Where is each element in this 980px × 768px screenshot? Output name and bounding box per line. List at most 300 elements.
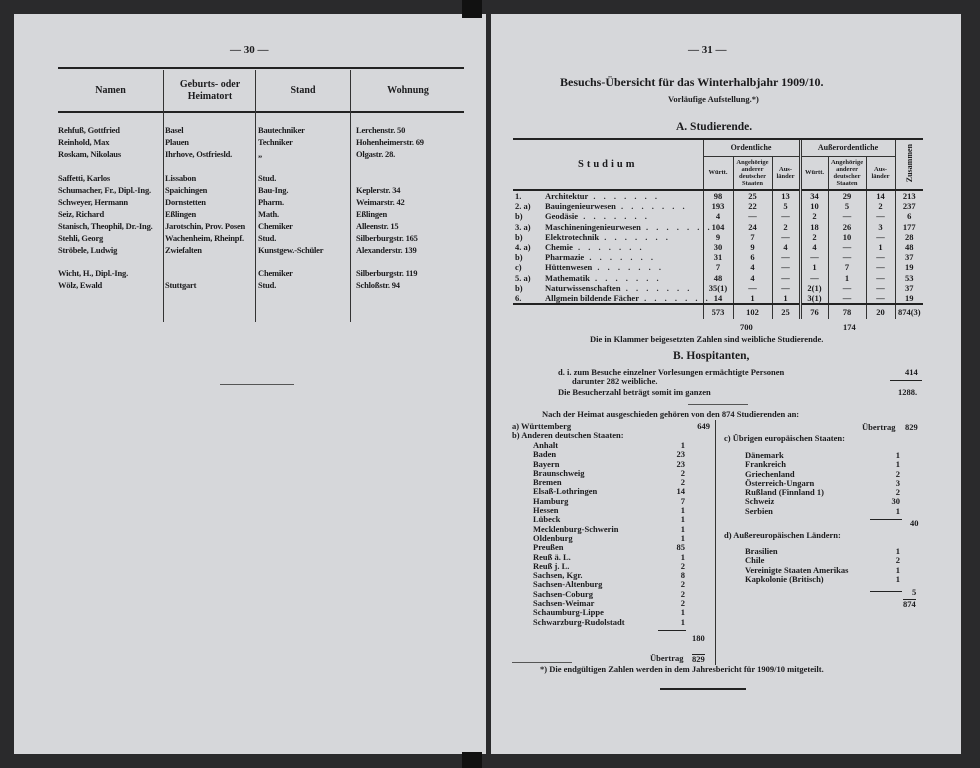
- birthplace: Lissabon: [165, 173, 197, 183]
- cell-value: —: [866, 211, 895, 221]
- sub-auslaender: Aus-länder: [772, 156, 800, 190]
- country-name: Schweiz: [745, 496, 775, 507]
- leader-dots: . . . . . . .: [589, 272, 662, 283]
- occupation: „: [258, 149, 263, 159]
- sum-rule: [890, 380, 922, 381]
- sub-wuertt: Württ.: [703, 156, 733, 190]
- cell-value: 5: [772, 201, 800, 211]
- cell-value: 53: [895, 273, 923, 283]
- country-name: Sachsen, Kgr.: [533, 570, 583, 581]
- cell-value: —: [866, 232, 895, 242]
- section-a-heading: A. Studierende.: [676, 121, 753, 133]
- total-value: 573: [703, 304, 733, 319]
- leader-dots: . . . . . . .: [615, 201, 688, 212]
- country-count: 2: [680, 579, 685, 590]
- col-divider: [255, 70, 256, 322]
- statistics-table: [513, 140, 923, 319]
- country-count: 8: [680, 570, 685, 581]
- cell-value: 4: [703, 211, 733, 221]
- address: Weimarstr. 42: [356, 197, 405, 207]
- person-name: Seiz, Richard: [58, 209, 105, 219]
- cell-value: —: [800, 252, 828, 262]
- table-row: [513, 252, 923, 262]
- cell-value: —: [772, 262, 800, 272]
- subject: Hüttenwesen: [545, 262, 593, 273]
- cell-value: 4: [772, 242, 800, 252]
- person-name: Schumacher, Fr., Dipl.-Ing.: [58, 185, 151, 195]
- subject: Chemie: [545, 242, 573, 253]
- header-rule: [58, 111, 464, 113]
- header-stand: Stand: [290, 85, 316, 96]
- country-count: 2: [680, 560, 685, 571]
- address: Alexanderstr. 139: [356, 245, 417, 255]
- subject: Pharmazie: [545, 252, 585, 263]
- country-count: 23: [676, 449, 685, 460]
- cell-value: 6: [733, 252, 772, 262]
- cell-value: —: [866, 262, 895, 272]
- cell-value: 26: [828, 222, 866, 232]
- cell-value: 4: [800, 242, 828, 252]
- andere-title: b) Anderen deutschen Staaten:: [512, 430, 624, 440]
- header-ordentliche: Ordentliche: [703, 140, 800, 156]
- occupation: Techniker: [258, 137, 293, 147]
- occupation: Stud.: [258, 233, 277, 243]
- hospitanten-line: d. i. zum Besuche einzelner Vorlesungen ermächtigte Personen: [558, 367, 785, 377]
- subject: Architektur: [545, 191, 589, 201]
- row-number: 2. a): [515, 201, 531, 212]
- cell-value: —: [828, 252, 866, 262]
- country-count: 1: [680, 607, 685, 618]
- cell-value: 1: [733, 293, 772, 304]
- country-name: Braunschweig: [533, 467, 585, 478]
- person-name: Rehfuß, Gottfried: [58, 125, 120, 135]
- country-count: 2: [895, 555, 900, 566]
- ordentliche-total: 700: [740, 322, 753, 332]
- address: Hohenheimerstr. 69: [356, 137, 424, 147]
- occupation: Chemiker: [258, 268, 293, 278]
- country-count: 3: [895, 477, 900, 488]
- header-heimatort: Geburts- oder Heimatort: [179, 79, 241, 102]
- country-count: 1: [895, 546, 900, 556]
- row-number: 1.: [515, 191, 522, 201]
- country-name: Dänemark: [745, 450, 784, 460]
- report-title: Besuchs-Übersicht für das Winterhalbjahr 1909/10.: [560, 75, 824, 89]
- occupation: Math.: [258, 209, 279, 219]
- top-rule: [58, 67, 464, 69]
- cell-value: 25: [733, 190, 772, 201]
- address: Olgastr. 28.: [356, 149, 396, 159]
- section-b-heading: B. Hospitanten,: [673, 350, 750, 362]
- cell-value: 1: [772, 293, 800, 304]
- country-name: Hamburg: [533, 495, 569, 506]
- country-name: Österreich-Ungarn: [745, 477, 815, 488]
- header-namen: Namen: [95, 85, 126, 96]
- leader-dots: . . . . . . .: [592, 262, 664, 273]
- country-count: 85: [676, 542, 685, 553]
- cell-value: 29: [828, 190, 866, 201]
- country-name: Anhalt: [533, 440, 559, 450]
- totals-spacer: [513, 304, 703, 319]
- table-row: [513, 211, 923, 221]
- binding-bottom: [462, 752, 482, 768]
- table-row: [513, 201, 923, 211]
- country-count: 1: [680, 514, 685, 525]
- uebertrag-value: 829: [692, 654, 705, 664]
- total-value: 76: [800, 304, 828, 319]
- country-count: 2: [680, 467, 685, 478]
- country-name: Elsaß-Lothringen: [533, 486, 598, 497]
- country-name: Reuß j. L.: [533, 560, 570, 571]
- page-number-left: — 30 —: [230, 44, 269, 56]
- birthplace: Basel: [165, 125, 184, 135]
- grand-total: 874: [903, 599, 916, 609]
- cell-value: 48: [703, 273, 733, 283]
- cell-value: 4: [733, 262, 772, 272]
- sub-auslaender: Aus-länder: [866, 156, 895, 190]
- binding-top: [462, 0, 482, 18]
- cell-value: 31: [703, 252, 733, 262]
- page-number-right: — 31 —: [688, 44, 727, 56]
- totals-row: [513, 304, 923, 319]
- occupation: Chemiker: [258, 221, 293, 231]
- leader-dots: . . . . . . .: [588, 191, 661, 201]
- cell-value: 237: [895, 201, 923, 211]
- subject: Maschineningenieurwesen: [545, 221, 641, 232]
- cell-value: 35(1): [703, 283, 733, 293]
- cell-value: 37: [895, 252, 923, 262]
- person-name: Wölz, Ewald: [58, 280, 103, 290]
- row-number: b): [515, 252, 523, 263]
- col-divider: [163, 70, 164, 322]
- country-count: 30: [891, 496, 900, 507]
- cell-value: 30: [703, 242, 733, 252]
- cell-value: —: [772, 232, 800, 242]
- occupation: Kunstgew.-Schüler: [258, 245, 324, 255]
- country-count: 1: [680, 616, 685, 627]
- cell-value: 2(1): [800, 283, 828, 293]
- value: 649: [697, 421, 710, 431]
- country-name: Reuß ä. L.: [533, 551, 571, 562]
- person-name: Roskam, Nikolaus: [58, 149, 121, 159]
- person-name: Reinhold, Max: [58, 137, 110, 147]
- person-name: Wicht, H., Dipl.-Ing.: [58, 268, 129, 278]
- person-name: Saffetti, Karlos: [58, 173, 111, 183]
- cell-value: 213: [895, 190, 923, 201]
- country-row: [745, 575, 900, 584]
- occupation: Bautechniker: [258, 125, 305, 135]
- total-value: 25: [772, 304, 800, 319]
- cell-value: —: [733, 211, 772, 221]
- cell-value: 14: [866, 190, 895, 201]
- subject: Mathematik: [545, 272, 590, 283]
- cell-value: 18: [800, 222, 828, 232]
- row-number: 4. a): [515, 242, 531, 253]
- cell-value: 98: [703, 190, 733, 201]
- country-count: 1: [680, 523, 685, 534]
- country-name: Frankreich: [745, 459, 786, 470]
- divider: [688, 404, 748, 405]
- cell-value: 14: [703, 293, 733, 304]
- leader-dots: . . . . . . .: [640, 221, 713, 232]
- cell-value: 7: [703, 262, 733, 272]
- country-count: 1: [680, 532, 685, 543]
- header-ausserordentliche: Außerordentliche: [800, 140, 895, 156]
- cell-value: 3: [866, 222, 895, 232]
- country-count: 2: [680, 588, 685, 599]
- header-zusammen-cell: [895, 140, 923, 190]
- country-count: 1: [895, 505, 900, 516]
- person-name: Stehli, Georg: [58, 233, 104, 243]
- leader-dots: . . . . . . .: [572, 242, 645, 253]
- cell-value: —: [772, 273, 800, 283]
- cell-value: 1: [828, 273, 866, 283]
- cell-value: 22: [733, 201, 772, 211]
- occupation: Pharm.: [258, 197, 284, 207]
- country-name: Serbien: [745, 505, 773, 516]
- cell-value: 104: [703, 222, 733, 232]
- total-value: 78: [828, 304, 866, 319]
- cell-value: 2: [772, 222, 800, 232]
- cell-value: 2: [800, 232, 828, 242]
- cell-value: 193: [703, 201, 733, 211]
- country-name: Schaumburg-Lippe: [533, 607, 604, 618]
- address: Keplerstr. 34: [356, 185, 401, 195]
- subject: Elektrotechnik: [545, 231, 600, 242]
- country-count: 1: [895, 573, 900, 584]
- country-name: Lübeck: [533, 514, 561, 525]
- table-row: [513, 190, 923, 201]
- table-row: [513, 262, 923, 272]
- cell-value: —: [866, 283, 895, 293]
- footnote: *) Die endgültigen Zahlen werden in dem Jahresbericht für 1909/10 mitgeteilt.: [540, 664, 824, 674]
- country-row: [745, 507, 900, 516]
- cell-value: —: [866, 293, 895, 304]
- ausserordentliche-total: 174: [843, 322, 856, 332]
- country-count: 2: [680, 598, 685, 609]
- birthplace: Ihrhove, Ostfriesld.: [165, 149, 233, 159]
- country-name: Preußen: [533, 542, 564, 553]
- subject: Naturwissenschaften: [545, 282, 621, 293]
- cell-value: 3(1): [800, 293, 828, 304]
- total-value: 102: [733, 304, 772, 319]
- country-name: Bayern: [533, 458, 560, 469]
- hospitanten-value: 414: [905, 367, 918, 377]
- sub-angehoerige: Angehörige anderer deutscher Staaten: [828, 156, 866, 190]
- country-name: Sachsen-Weimar: [533, 598, 595, 609]
- subject: Bauingenieurwesen: [545, 201, 616, 212]
- cell-value: 4: [733, 273, 772, 283]
- table-row: [513, 242, 923, 252]
- cell-value: —: [828, 211, 866, 221]
- table-row: [513, 283, 923, 293]
- row-number: b): [515, 231, 523, 242]
- sub-angehoerige: Angehörige anderer deutscher Staaten: [733, 156, 772, 190]
- row-number: c): [515, 262, 522, 273]
- birthplace: Zwiefalten: [165, 245, 202, 255]
- andere-list: [533, 441, 685, 627]
- country-count: 1: [680, 505, 685, 516]
- cell-value: 6: [895, 211, 923, 221]
- cell-value: 177: [895, 222, 923, 232]
- bracket-note: Die in Klammer beigesetzten Zahlen sind weibliche Studierende.: [590, 334, 824, 344]
- cell-value: 9: [733, 242, 772, 252]
- country-count: 1: [895, 564, 900, 575]
- country-count: 1: [895, 459, 900, 470]
- table-row: [513, 293, 923, 304]
- address: Schloßstr. 94: [356, 280, 400, 290]
- cell-value: 37: [895, 283, 923, 293]
- hospitanten-women: darunter 282 weibliche.: [572, 376, 658, 386]
- occupation: Stud.: [258, 280, 277, 290]
- country-count: 23: [676, 458, 685, 469]
- cell-value: 5: [828, 201, 866, 211]
- country-count: 1: [680, 440, 685, 450]
- occupation: Bau-Ing.: [258, 185, 289, 195]
- country-name: Mecklenburg-Schwerin: [533, 523, 619, 534]
- sum-rule: [870, 591, 902, 592]
- end-rule: [220, 384, 294, 385]
- uebertrag-label: Übertrag: [650, 653, 684, 663]
- row-number: b): [515, 211, 523, 222]
- header-studium: Studium: [513, 140, 703, 190]
- andere-sum: 180: [692, 633, 705, 643]
- country-name: Schwarzburg-Rudolstadt: [533, 616, 625, 627]
- table-row: [513, 273, 923, 283]
- cell-value: 19: [895, 293, 923, 304]
- aussereuropa-list: [745, 547, 900, 584]
- europa-title: c) Übrigen europäischen Staaten:: [724, 433, 845, 443]
- country-count: 7: [680, 495, 685, 506]
- header-zusammen: Zusammen: [904, 144, 914, 183]
- cell-value: —: [800, 273, 828, 283]
- cell-value: 1: [800, 262, 828, 272]
- total-visitors-value: 1288.: [898, 387, 918, 397]
- cell-value: —: [866, 273, 895, 283]
- total-visitors-label: Die Besucherzahl beträgt somit im ganzen: [558, 387, 711, 397]
- leader-dots: . . . . . . .: [620, 282, 693, 293]
- country-name: Chile: [745, 555, 765, 566]
- leader-dots: . . . . . . .: [638, 293, 711, 304]
- europa-list: [745, 451, 900, 516]
- cell-value: 2: [866, 201, 895, 211]
- birthplace: Spaichingen: [165, 185, 208, 195]
- birthplace: Eßlingen: [165, 209, 196, 219]
- cell-value: 7: [828, 262, 866, 272]
- subject: Allgmein bildende Fächer: [545, 293, 639, 304]
- birthplace: Dornstetten: [165, 197, 206, 207]
- total-value: 20: [866, 304, 895, 319]
- cell-value: —: [772, 211, 800, 221]
- country-count: 1: [680, 551, 685, 562]
- row-number: b): [515, 282, 523, 293]
- row-number: 5. a): [515, 272, 531, 283]
- country-count: 2: [895, 487, 900, 498]
- country-row: [745, 547, 900, 556]
- row-number: 6.: [515, 293, 522, 304]
- sub-wuertt: Württ.: [800, 156, 828, 190]
- address: Lerchenstr. 50: [356, 125, 406, 135]
- sum-rule: [658, 630, 686, 631]
- report-subtitle: Vorläufige Aufstellung.*): [668, 94, 759, 104]
- person-name: Schweyer, Hermann: [58, 197, 128, 207]
- sum-rule: [870, 519, 902, 520]
- cell-value: —: [828, 242, 866, 252]
- birthplace: Plauen: [165, 137, 189, 147]
- country-row: [533, 618, 685, 627]
- aussereuropa-sum: 5: [912, 587, 917, 597]
- table-row: [513, 222, 923, 232]
- uebertrag-right-label: Übertrag: [862, 422, 896, 432]
- header-wohnung: Wohnung: [387, 85, 429, 96]
- cell-value: —: [828, 293, 866, 304]
- address: Silberburgstr. 119: [356, 268, 418, 278]
- person-name: Ströbele, Ludwig: [58, 245, 118, 255]
- end-ornament: [660, 688, 746, 690]
- occupation: Stud.: [258, 173, 277, 183]
- col-divider: [350, 70, 351, 322]
- cell-value: —: [772, 252, 800, 262]
- column-divider: [715, 420, 716, 665]
- country-count: 1: [895, 450, 900, 460]
- uebertrag-right-value: 829: [905, 422, 918, 432]
- cell-value: 10: [828, 232, 866, 242]
- cell-value: 9: [703, 232, 733, 242]
- birthplace: Jarotschin, Prov. Posen: [165, 221, 246, 231]
- cell-value: —: [866, 252, 895, 262]
- cell-value: 19: [895, 262, 923, 272]
- person-name: Stanisch, Theophil, Dr.-Ing.: [58, 221, 153, 231]
- country-name: Hessen: [533, 505, 559, 516]
- cell-value: —: [828, 283, 866, 293]
- cell-value: 13: [772, 190, 800, 201]
- birthplace: Wachenheim, Rheinpf.: [165, 233, 244, 243]
- cell-value: 24: [733, 222, 772, 232]
- cell-value: 1: [866, 242, 895, 252]
- total-value: 874(3): [895, 304, 923, 319]
- table-row: [513, 232, 923, 242]
- cell-value: 28: [895, 232, 923, 242]
- cell-value: —: [772, 283, 800, 293]
- country-name: Sachsen-Coburg: [533, 588, 593, 599]
- row-number: 3. a): [515, 221, 531, 232]
- leader-dots: . . . . . . .: [584, 252, 656, 263]
- leader-dots: . . . . . . .: [599, 231, 671, 242]
- address: Eßlingen: [356, 209, 387, 219]
- country-name: Bremen: [533, 477, 562, 488]
- cell-value: 10: [800, 201, 828, 211]
- country-name: Brasilien: [745, 546, 778, 556]
- country-count: 2: [895, 468, 900, 479]
- country-name: Kapkolonie (Britisch): [745, 573, 824, 584]
- country-name: Griechenland: [745, 468, 795, 479]
- cell-value: 7: [733, 232, 772, 242]
- country-count: 14: [676, 486, 685, 497]
- cell-value: 34: [800, 190, 828, 201]
- subject: Geodäsie: [545, 211, 579, 222]
- leader-dots: . . . . . . .: [578, 211, 650, 222]
- address: Alleenstr. 15: [356, 221, 399, 231]
- country-name: Baden: [533, 449, 557, 460]
- footnote-rule: [512, 662, 572, 663]
- birthplace: Stuttgart: [165, 280, 197, 290]
- cell-value: 2: [800, 211, 828, 221]
- cell-value: 48: [895, 242, 923, 252]
- country-count: 2: [680, 477, 685, 488]
- europa-sum: 40: [910, 518, 919, 528]
- country-name: Vereinigte Staaten Amerikas: [745, 564, 849, 575]
- label: a) Württemberg: [512, 421, 572, 431]
- address: Silberburgstr. 165: [356, 233, 418, 243]
